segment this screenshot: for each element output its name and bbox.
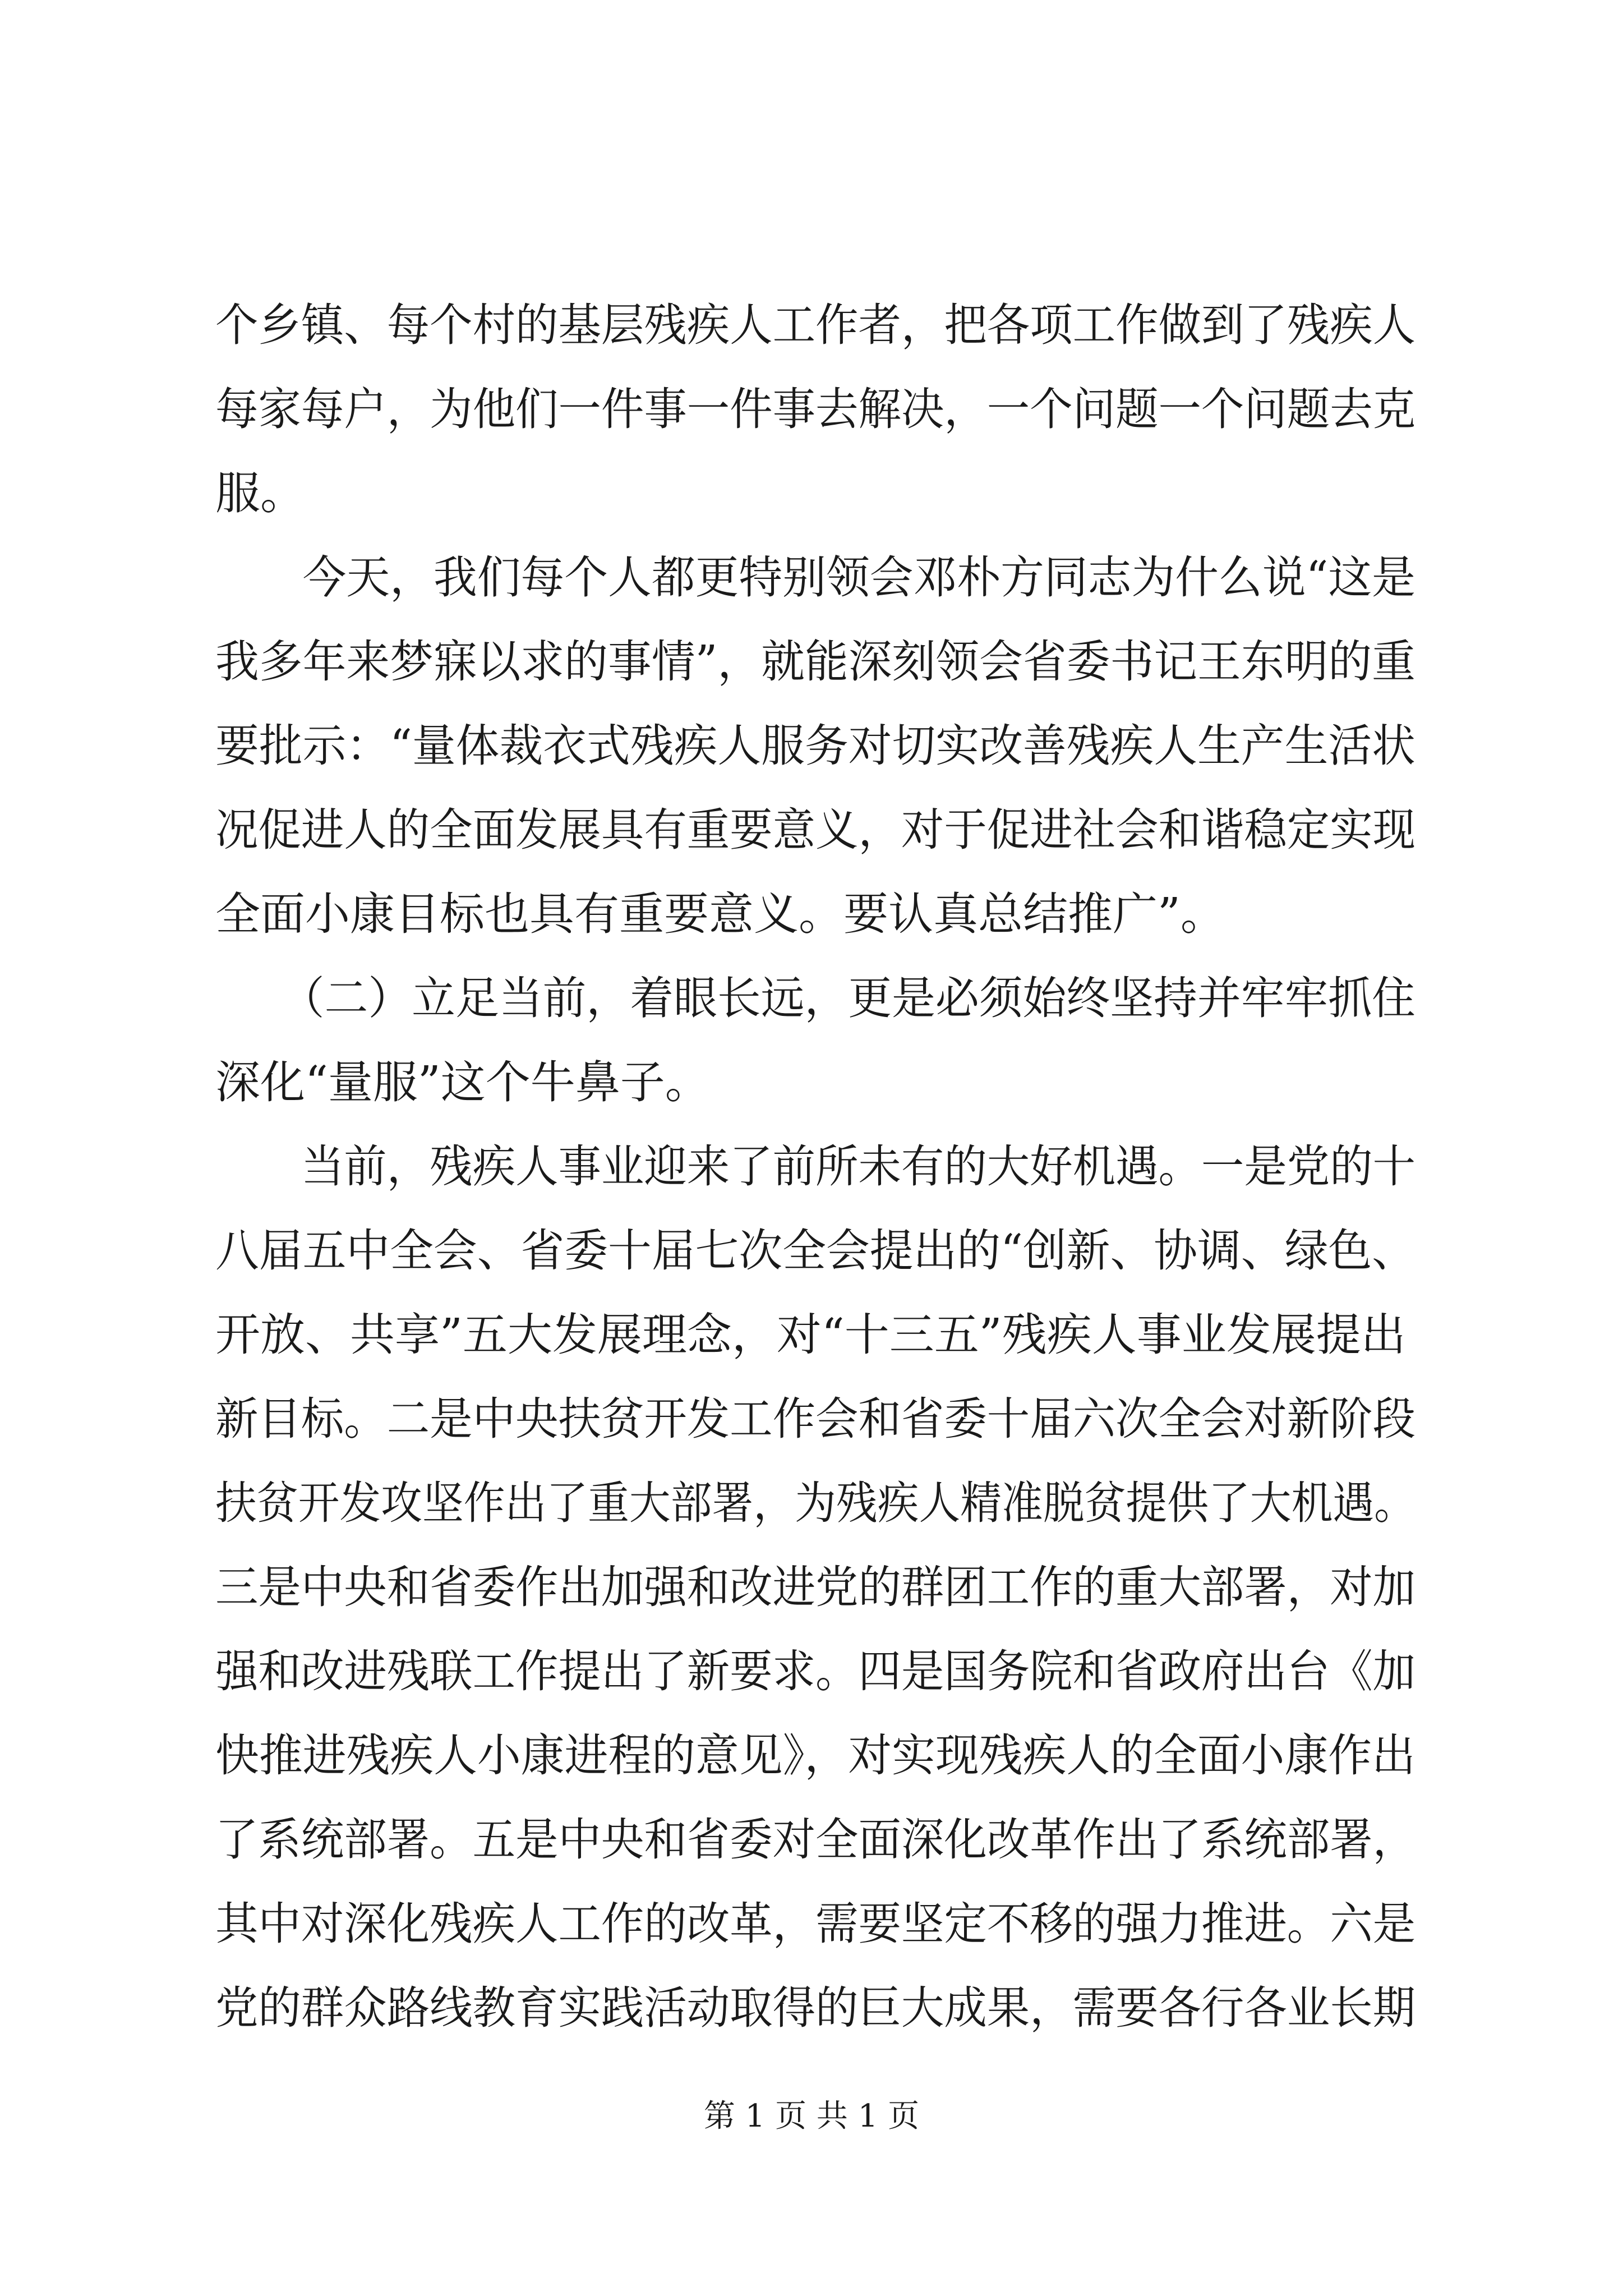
text-line: 我多年来梦寐以求的事情”，就能深刻领会省委书记王东明的重 — [215, 636, 1415, 688]
text-line: 快推进残疾人小康进程的意见》，对实现残疾人的全面小康作出 — [215, 1729, 1415, 1782]
text-line: 扶贫开发攻坚作出了重大部署，为残疾人精准脱贫提供了大机遇。 — [215, 1477, 1415, 1529]
text-line: 深化“量服”这个牛鼻子。 — [215, 1056, 710, 1108]
text-line: 三是中央和省委作出加强和改进党的群团工作的重大部署，对加 — [215, 1561, 1416, 1613]
text-line: 全面小康目标也具有重要意义。要认真总结推广”。 — [215, 888, 1225, 940]
text-line: 了系统部署。五是中央和省委对全面深化改革作出了系统部署， — [215, 1814, 1416, 1866]
text-line: 服。 — [215, 467, 305, 519]
text-line: 况促进人的全面发展具有重要意义，对于促进社会和谐稳定实现 — [215, 804, 1416, 856]
text-line: 今天，我们每个人都更特别领会邓朴方同志为什么说“这是 — [215, 551, 1415, 604]
text-line: 要批示：“量体裁衣式残疾人服务对切实改善残疾人生产生活状 — [215, 720, 1415, 772]
page-footer: 第 1 页 共 1 页 — [703, 2098, 920, 2134]
text-line: 强和改进残联工作提出了新要求。四是国务院和省政府出台《加 — [215, 1645, 1416, 1697]
text-line: 其中对深化残疾人工作的改革，需要坚定不移的强力推进。六是 — [215, 1898, 1416, 1950]
text-line: 开放、共享”五大发展理念，对“十三五”残疾人事业发展提出 — [215, 1309, 1406, 1361]
text-line: 新目标。二是中央扶贫开发工作会和省委十届六次全会对新阶段 — [215, 1393, 1416, 1445]
text-line: 每家每户，为他们一件事一件事去解决，一个问题一个问题去克 — [215, 383, 1416, 435]
text-line: 当前，残疾人事业迎来了前所未有的大好机遇。一是党的十 — [215, 1140, 1416, 1193]
text-line: 党的群众路线教育实践活动取得的巨大成果，需要各行各业长期 — [215, 1982, 1416, 2034]
text-line: （二）立足当前，着眼长远，更是必须始终坚持并牢牢抓住 — [215, 972, 1415, 1024]
text-line: 八届五中全会、省委十届七次全会提出的“创新、协调、绿色、 — [215, 1225, 1415, 1277]
text-line: 个乡镇、每个村的基层残疾人工作者，把各项工作做到了残疾人 — [215, 299, 1416, 351]
